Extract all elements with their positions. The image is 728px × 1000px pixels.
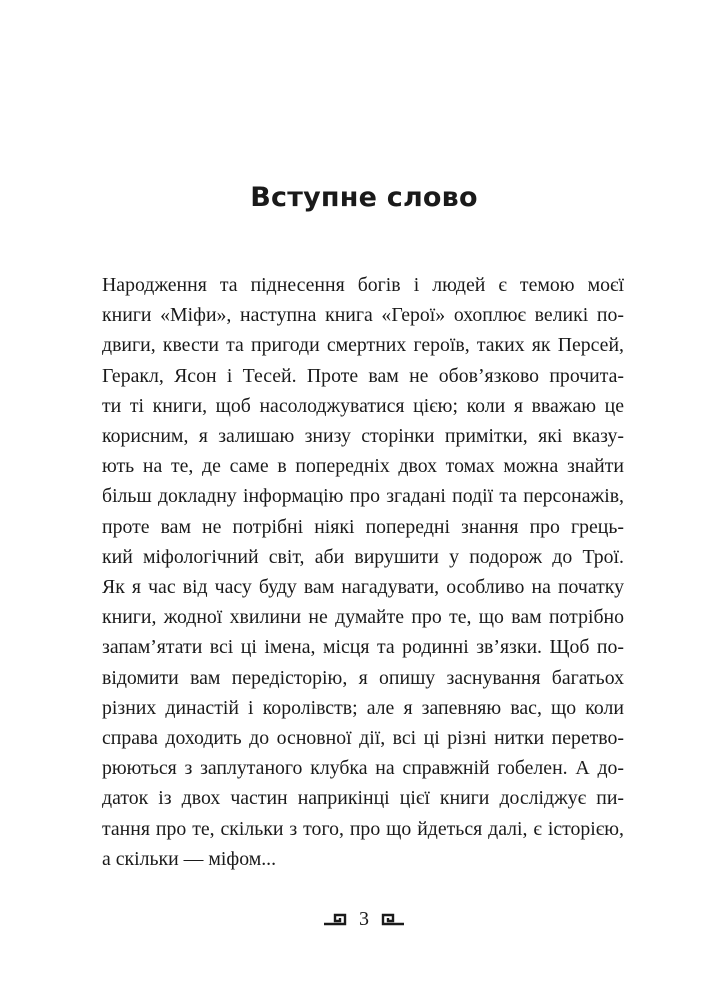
paragraph-line-10: кий міфологічний світ, аби вирушити у подорож до Трої.: [102, 545, 624, 568]
paragraph-line-4: Геракл, Ясон і Тесей. Проте вам не обов’язково прочита-: [102, 364, 624, 387]
paragraph-line-17: рюються з заплутаного клубка на справжній гобелен. А до-: [102, 757, 624, 780]
meander-left-icon: [323, 911, 351, 927]
paragraph-line-20: а скільки — міфом...: [102, 847, 277, 870]
paragraph-line-6: корисним, я залишаю знизу сторінки примітки, які вказу-: [102, 425, 624, 448]
page-title: Вступне слово: [250, 182, 478, 213]
paragraph-line-14: відомити вам передісторію, я опишу заснування багатьох: [102, 666, 624, 689]
paragraph-line-2: книги «Міфи», наступна книга «Герої» охоплює великі по-: [102, 304, 624, 327]
meander-right-icon: [377, 911, 405, 927]
paragraph-line-19: тання про те, скільки з того, про що йдеться далі, є історією,: [102, 817, 624, 840]
page-number: 3: [359, 908, 369, 930]
paragraph-line-9: проте вам не потрібні ніякі попередні знання про грець-: [102, 515, 624, 538]
paragraph-line-7: ють на те, де саме в попередніх двох томах можна знайти: [102, 455, 624, 478]
paragraph-line-1: Народження та піднесення богів і людей є темою моєї: [102, 274, 624, 296]
paragraph-line-5: ти ті книги, щоб насолоджуватися цією; коли я вважаю це: [102, 394, 624, 417]
paragraph-line-12: книги, жодної хвилини не думайте про те, що вам потрібно: [102, 606, 624, 629]
paragraph-line-15: різних династій і королівств; але я запевняю вас, що коли: [102, 696, 624, 719]
paragraph-line-11: Як я час від часу буду вам нагадувати, особливо на початку: [102, 576, 624, 599]
body-paragraph: [102, 270, 624, 874]
paragraph-line-18: даток із двох частин наприкінці цієї книги досліджує пи-: [102, 787, 624, 810]
paragraph-line-13: запам’ятати всі ці імена, місця та родинні зв’язки. Щоб по-: [102, 636, 624, 659]
paragraph-line-16: справа доходить до основної дії, всі ці різні нитки перетво-: [102, 727, 624, 750]
paragraph-line-8: більш докладну інформацію про згадані події та персонажів,: [102, 485, 624, 508]
page-folio: [0, 907, 728, 931]
paragraph-line-3: двиги, квести та пригоди смертних героїв, таких як Персей,: [102, 334, 624, 357]
